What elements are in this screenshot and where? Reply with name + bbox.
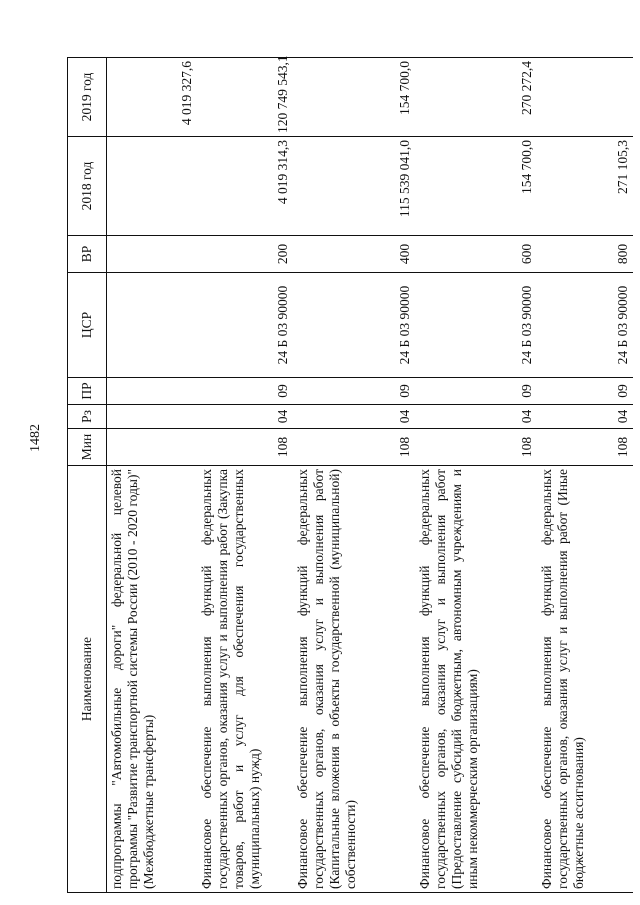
header-vr: ВР bbox=[68, 236, 107, 273]
row-pr: 09 bbox=[415, 378, 537, 405]
header-name: Наименование bbox=[68, 466, 107, 893]
row-rz bbox=[107, 405, 197, 429]
row-2019 bbox=[537, 58, 633, 137]
row-pr bbox=[107, 378, 197, 405]
row-2019: 4 019 327,6 bbox=[107, 58, 197, 137]
header-csr: ЦСР bbox=[68, 273, 107, 378]
row-2018 bbox=[107, 137, 197, 236]
row-min: 108 bbox=[197, 429, 293, 466]
row-rz: 04 bbox=[537, 405, 633, 429]
row-name: Финансовое обеспечение выполнения функций федеральных государственных органов, оказания услуг и выполнения работ (Капитальные вложения в объекты государственной (муниципальной) собственности) bbox=[293, 466, 415, 893]
row-csr: 24 Б 03 90000 bbox=[415, 273, 537, 378]
header-pr: ПР bbox=[68, 378, 107, 405]
row-min: 108 bbox=[293, 429, 415, 466]
row-name: Финансовое обеспечение выполнения функций федеральных государственных органов, оказания услуг и выполнения работ (Предоставление субсидий бюджетным, автономным учреждениям и иным некоммерческим организациям) bbox=[415, 466, 537, 893]
header-min: Мин bbox=[68, 429, 107, 466]
row-2019: 270 272,4 bbox=[415, 58, 537, 137]
row-vr: 800 bbox=[537, 236, 633, 273]
table-row bbox=[197, 58, 293, 893]
row-vr: 200 bbox=[197, 236, 293, 273]
budget-table bbox=[67, 57, 633, 893]
row-pr: 09 bbox=[293, 378, 415, 405]
row-pr: 09 bbox=[197, 378, 293, 405]
row-rz: 04 bbox=[197, 405, 293, 429]
row-rz: 04 bbox=[293, 405, 415, 429]
row-2018: 4 019 314,3 bbox=[197, 137, 293, 236]
row-name: подпрограммы "Автомобильные дороги" федеральной целевой программы "Развитие транспортной системы России (2010 - 2020 годы)" (Межбюджетные трансферты) bbox=[107, 466, 197, 893]
row-csr: 24 Б 03 90000 bbox=[197, 273, 293, 378]
budget-table-container bbox=[67, 55, 630, 893]
header-2019: 2019 год bbox=[68, 58, 107, 137]
row-min: 108 bbox=[537, 429, 633, 466]
table-row bbox=[293, 58, 415, 893]
row-min: 108 bbox=[415, 429, 537, 466]
row-min bbox=[107, 429, 197, 466]
row-name: Финансовое обеспечение выполнения функций федеральных государственных органов, оказания услуг и выполнения работ (Закупка товаров, работ и услуг для обеспечения государственных (муниципальных) нужд) bbox=[197, 466, 293, 893]
header-2018: 2018 год bbox=[68, 137, 107, 236]
header-rz: Рз bbox=[68, 405, 107, 429]
row-csr: 24 Б 03 90000 bbox=[293, 273, 415, 378]
row-vr bbox=[107, 236, 197, 273]
row-name: Финансовое обеспечение выполнения функций федеральных государственных органов, оказания услуг и выполнения работ (Иные бюджетные ассигнования) bbox=[537, 466, 633, 893]
table-row bbox=[415, 58, 537, 893]
row-2018: 271 105,3 bbox=[537, 137, 633, 236]
row-2019: 154 700,0 bbox=[293, 58, 415, 137]
table-row bbox=[107, 58, 197, 893]
page-number: 1482 bbox=[28, 424, 43, 452]
row-rz: 04 bbox=[415, 405, 537, 429]
row-pr: 09 bbox=[537, 378, 633, 405]
row-vr: 400 bbox=[293, 236, 415, 273]
row-2018: 115 539 041,0 bbox=[293, 137, 415, 236]
table-header-row bbox=[68, 58, 107, 893]
row-csr bbox=[107, 273, 197, 378]
table-row bbox=[537, 58, 633, 893]
row-2018: 154 700,0 bbox=[415, 137, 537, 236]
row-csr: 24 Б 03 90000 bbox=[537, 273, 633, 378]
row-vr: 600 bbox=[415, 236, 537, 273]
row-2019: 120 749 543,1 bbox=[197, 58, 293, 137]
